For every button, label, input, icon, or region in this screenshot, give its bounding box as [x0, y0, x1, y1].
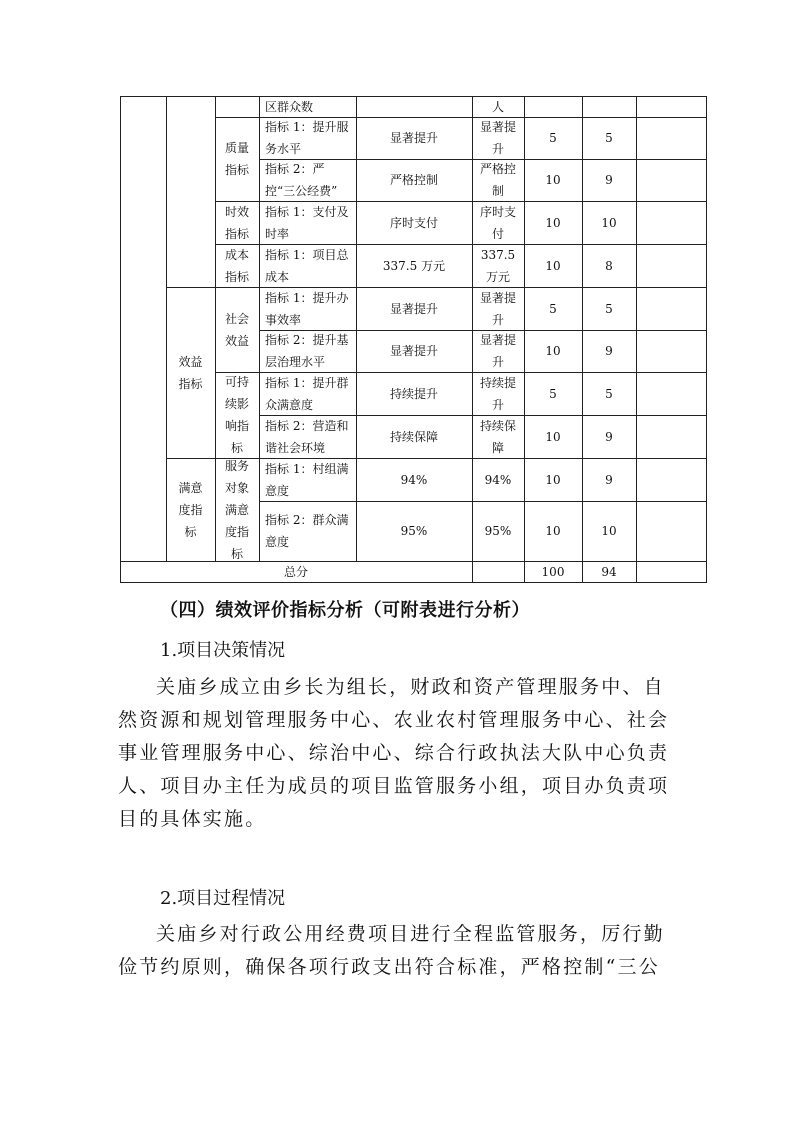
table-cell-actual: 严格控制	[479, 162, 516, 198]
table-cell-score: 9	[605, 429, 613, 444]
total-weight: 100	[541, 564, 565, 579]
table-cell-target: 持续提升	[389, 386, 438, 401]
table-cell-weight: 10	[545, 215, 561, 230]
table-cell-actual: 94%	[484, 472, 512, 487]
table-border-left	[120, 96, 121, 582]
table-cell-target: 序时支付	[389, 215, 438, 230]
table-cell-actual: 显著提升	[479, 290, 516, 327]
group-label-quality: 质量指标	[224, 141, 249, 177]
subsection-title: 2.项目过程情况	[160, 888, 286, 909]
table-cell-actual: 持续提升	[479, 375, 516, 412]
table-cell-weight: 10	[545, 344, 561, 358]
paragraph-line: 人、项目办主任为成员的项目监管服务小组，项目办负责项	[118, 775, 670, 797]
table-cell-score: 10	[601, 524, 617, 538]
table-cell-weight: 10	[545, 429, 561, 444]
table-cell-weight: 10	[545, 524, 561, 538]
table-cell-score: 5	[605, 301, 613, 316]
table-cell-indicator: 指标 1：提升服务水平	[265, 120, 349, 156]
total-score: 94	[601, 564, 617, 579]
table-cell-indicator: 指标 1：支付及时率	[265, 204, 349, 241]
paragraph-line: 关庙乡对行政公用经费项目进行全程监管服务，厉行勤	[156, 923, 665, 945]
table-cell-indicator: 指标 1：项目总成本	[265, 247, 349, 284]
table-cell-target: 显著提升	[389, 131, 438, 145]
paragraph-process	[118, 918, 688, 984]
table-cell-target: 94%	[400, 472, 428, 487]
paragraph-line: 事业管理服务中心、综治中心、综合行政执法大队中心负责	[118, 742, 670, 764]
table-cell-indicator: 指标 1：提升办事效率	[265, 290, 349, 327]
table-cell-target: 显著提升	[389, 344, 438, 358]
table-cell-weight: 10	[545, 258, 561, 273]
table-cell-indicator: 指标 2：营造和谐社会环境	[265, 418, 349, 455]
group-label-cost: 成本指标	[224, 247, 249, 284]
table-cell-indicator: 指标 2：群众满意度	[265, 513, 349, 549]
table-cell-actual: 95%	[484, 524, 512, 538]
group-label-timeliness: 时效指标	[224, 204, 249, 241]
table-cell-actual: 显著提升	[479, 120, 516, 156]
table-cell-score: 9	[605, 344, 613, 358]
table-cell-target: 严格控制	[389, 173, 438, 187]
section-heading: （四）绩效评价指标分析（可附表进行分析）	[160, 600, 530, 621]
table-cell-score: 8	[605, 258, 613, 273]
table-border-right	[706, 96, 707, 582]
table-cell: 人	[491, 99, 504, 114]
table-cell-target: 337.5 万元	[382, 258, 446, 273]
table-cell-actual: 337.5 万元	[480, 247, 516, 284]
paragraph-line: 然资源和规划管理服务中心、农业农村管理服务中心、社会	[118, 709, 670, 731]
table-cell-actual: 显著提升	[479, 333, 516, 369]
table-cell-score: 5	[605, 386, 613, 401]
table-cell-score: 9	[605, 173, 613, 187]
paragraph-line: 俭节约原则，确保各项行政支出符合标准，严格控制“三公	[118, 956, 660, 978]
table-cell: 区群众数	[265, 99, 314, 114]
group-label-social: 社会效益	[224, 311, 249, 348]
table-cell-score: 9	[605, 472, 613, 487]
table-cell-weight: 10	[545, 173, 561, 187]
table-cell-score: 10	[601, 215, 617, 230]
table-cell-actual: 序时支付	[479, 204, 516, 241]
table-cell-target: 持续保障	[389, 429, 438, 444]
table-cell-weight: 5	[549, 301, 557, 316]
table-cell-weight: 5	[549, 386, 557, 401]
paragraph-line: 关庙乡成立由乡长为组长，财政和资产管理服务中、自	[156, 676, 665, 698]
group-label-sustain: 可持续影响指标	[224, 375, 249, 455]
group-label-service: 服务对象满意度指标	[224, 458, 249, 561]
table-cell-indicator: 指标 1：提升群众满意度	[265, 375, 349, 412]
table-cell-actual: 持续保障	[479, 418, 516, 455]
paragraph-decision	[118, 671, 688, 836]
table-cell-indicator: 指标 2：严控“三公经费”	[265, 162, 338, 198]
subsection-title: 1.项目决策情况	[160, 640, 286, 661]
table-cell-score: 5	[605, 131, 613, 145]
group-label-satisfaction: 满意度指标	[178, 480, 203, 539]
table-cell-indicator: 指标 2：提升基层治理水平	[265, 333, 349, 369]
table-cell-target: 显著提升	[389, 301, 438, 316]
table-cell-indicator: 指标 1：村组满意度	[265, 461, 349, 498]
paragraph-line: 目的具体实施。	[118, 808, 267, 830]
table-cell-weight: 10	[545, 472, 561, 487]
table-cell-weight: 5	[549, 131, 557, 145]
group-label-benefit: 效益指标	[178, 354, 203, 391]
total-label: 总分	[283, 564, 308, 579]
table-cell-target: 95%	[400, 524, 428, 538]
table-border-bottom	[120, 582, 707, 583]
table-divider	[636, 96, 637, 582]
